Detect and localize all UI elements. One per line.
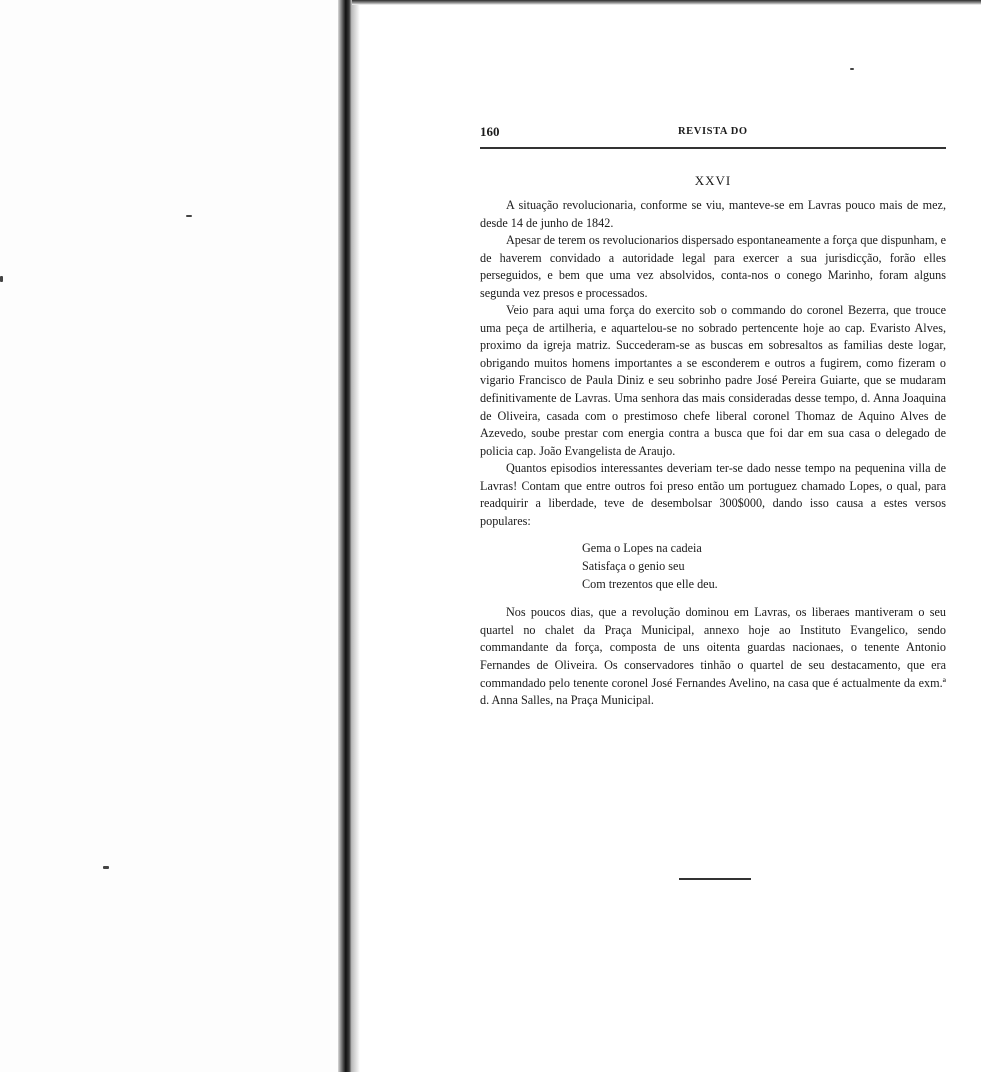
scan-speck bbox=[103, 866, 109, 869]
book-spine bbox=[338, 0, 352, 1072]
paragraph: Apesar de terem os revolucionarios dispersado espontaneamente a força que dispunham, e de haverem convidado a autoridade legal para exercer a sua jurisdicção, forão elles perseguidos, e bem que uma vez absolvidos, conta-nos o conego Marinho, foram alguns segunda vez presos e processados. bbox=[480, 233, 946, 300]
paragraph: A situação revolucionaria, conforme se viu, manteve-se em Lavras pouco mais de mez, desde 14 de junho de 1842. bbox=[480, 198, 946, 230]
header-rule bbox=[480, 147, 946, 149]
paragraph: Nos poucos dias, que a revolução dominou em Lavras, os liberaes mantiveram o seu quartel no chalet da Praça Municipal, annexo hoje ao Instituto Evangelico, sendo commandante da força, composta de uns oitenta guardas nacionaes, o tenente Antonio Fernandes de Oliveira. Os conservadores tinhão o quartel de seu destacamento, que era commandado pelo tenente coronel José Fernandes Avelino, na casa que é actualmente da exm.ª d. Anna Salles, na Praça Municipal. bbox=[480, 605, 946, 708]
right-page bbox=[480, 120, 946, 710]
page-top-edge bbox=[352, 0, 981, 5]
scan-speck bbox=[186, 215, 192, 217]
paragraph: Veio para aqui uma força do exercito sob o commando do coronel Bezerra, que trouce uma peça de artilheria, e aquartelou-se no sobrado pertencente hoje ao cap. Evaristo Alves, proximo da igreja matriz. Succederam-se as buscas em sobresaltos as familias deste logar, obrigando muitos homens importantes a se esconderem e outros a fugirem, como fizeram o vigario Francisco de Paula Diniz e seu sobrinho padre José Pereira Guiarte, que se mudaram definitivamente de Lavras. Uma senhora das mais consideradas desse tempo, d. Anna Joaquina de Oliveira, casada com o prestimoso chefe liberal coronel Thomaz de Aquino Alves de Azevedo, soube prestar com energia contra a busca que foi dar em sua casa o delegado de policia cap. João Evangelista de Araujo. bbox=[480, 303, 946, 458]
page-number: 160 bbox=[480, 124, 500, 139]
scan-speck bbox=[0, 276, 3, 282]
paragraph: Quantos episodios interessantes deveriam ter-se dado nesse tempo na pequenina villa de Lavras! Contam que entre outros foi preso então um portuguez chamado Lopes, o qual, para readquirir a liberdade, teve de desembolsar 300$000, dando isso causa a estes versos populares: bbox=[480, 461, 946, 528]
left-page-blank bbox=[0, 0, 345, 1072]
verse-block bbox=[582, 539, 946, 593]
verse-line: Satisfaça o genio seu bbox=[582, 559, 685, 574]
verse-line: Gema o Lopes na cadeia bbox=[582, 541, 702, 556]
spine-shadow bbox=[352, 0, 360, 1072]
running-head bbox=[480, 120, 946, 142]
verse-line: Com trezentos que elle deu. bbox=[582, 577, 718, 592]
end-rule bbox=[679, 878, 751, 880]
scan-speck bbox=[850, 68, 854, 70]
chapter-heading: XXVI bbox=[694, 173, 732, 188]
running-title: REVISTA DO bbox=[678, 126, 748, 137]
